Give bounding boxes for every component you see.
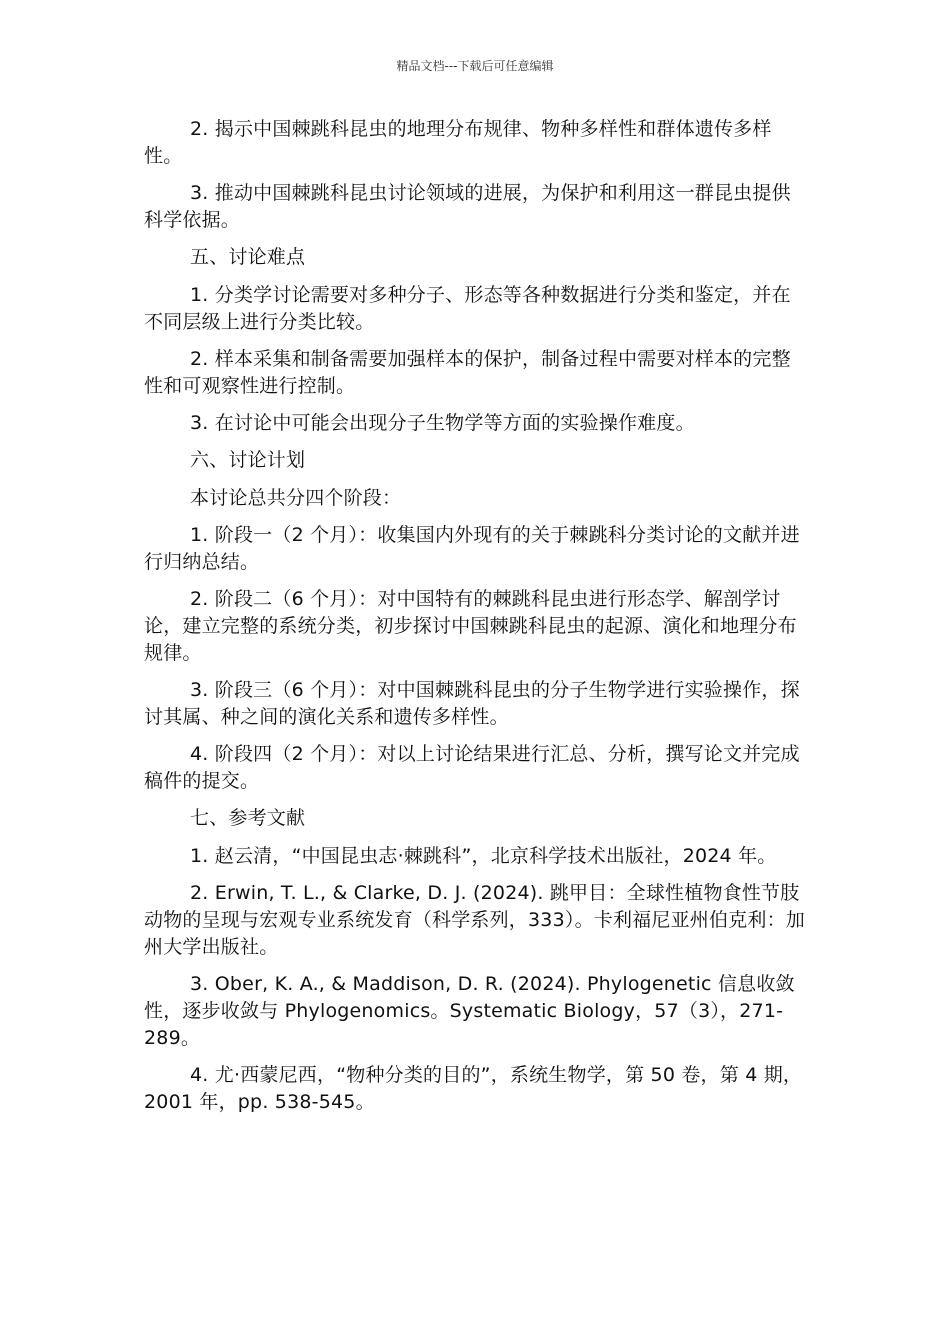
reference-item-3: 3. Ober, K. A., & Maddison, D. R. (2024). Phylogenetic 信息收敛性，逐步收敛与 Phylogenomics。Systematic Biology，57（3），271-289。 <box>144 973 795 1049</box>
plan-stage-4: 4. 阶段四（2 个月）：对以上讨论结果进行汇总、分析，撰写论文并完成稿件的提交。 <box>144 743 800 792</box>
plan-stage-2: 2. 阶段二（6 个月）：对中国特有的棘跳科昆虫进行形态学、解剖学讨论，建立完整的系统分类，初步探讨中国棘跳科昆虫的起源、演化和地理分布规律。 <box>144 588 797 664</box>
difficulty-item-3: 3. 在讨论中可能会出现分子生物学等方面的实验操作难度。 <box>190 412 695 434</box>
reference-item-2: 2. Erwin, T. L., & Clarke, D. J. (2024). 跳甲目：全球性植物食性节肢动物的呈现与宏观专业系统发育（科学系列，333）。卡利福尼亚州伯克利：加州大学出版社。 <box>144 882 805 958</box>
difficulty-item-1: 1. 分类学讨论需要对多种分子、形态等各种数据进行分类和鉴定，并在不同层级上进行分类比较。 <box>144 284 791 333</box>
section-heading-references: 七、参考文献 <box>190 807 306 829</box>
difficulty-item-2: 2. 样本采集和制备需要加强样本的保护，制备过程中需要对样本的完整性和可观察性进行控制。 <box>144 348 791 397</box>
objective-item-2: 2. 揭示中国棘跳科昆虫的地理分布规律、物种多样性和群体遗传多样性。 <box>144 118 772 167</box>
page-header: 精品文档---下载后可任意编辑 <box>396 59 554 73</box>
reference-item-4: 4. 尤·西蒙尼西，“物种分类的目的”，系统生物学，第 50 卷，第 4 期，2001 年，pp. 538-545。 <box>144 1064 803 1113</box>
plan-intro: 本讨论总共分四个阶段： <box>190 487 402 509</box>
plan-stage-1: 1. 阶段一（2 个月）：收集国内外现有的关于棘跳科分类讨论的文献并进行归纳总结。 <box>144 524 800 573</box>
section-heading-plan: 六、讨论计划 <box>190 449 306 471</box>
plan-stage-3: 3. 阶段三（6 个月）：对中国棘跳科昆虫的分子生物学进行实验操作，探讨其属、种之间的演化关系和遗传多样性。 <box>144 679 800 728</box>
section-heading-difficulties: 五、讨论难点 <box>190 246 306 268</box>
document-body <box>144 116 808 1126</box>
objective-item-3: 3. 推动中国棘跳科昆虫讨论领域的进展，为保护和利用这一群昆虫提供科学依据。 <box>144 182 791 231</box>
reference-item-1: 1. 赵云清，“中国昆虫志·棘跳科”，北京科学技术出版社，2024 年。 <box>190 845 777 867</box>
